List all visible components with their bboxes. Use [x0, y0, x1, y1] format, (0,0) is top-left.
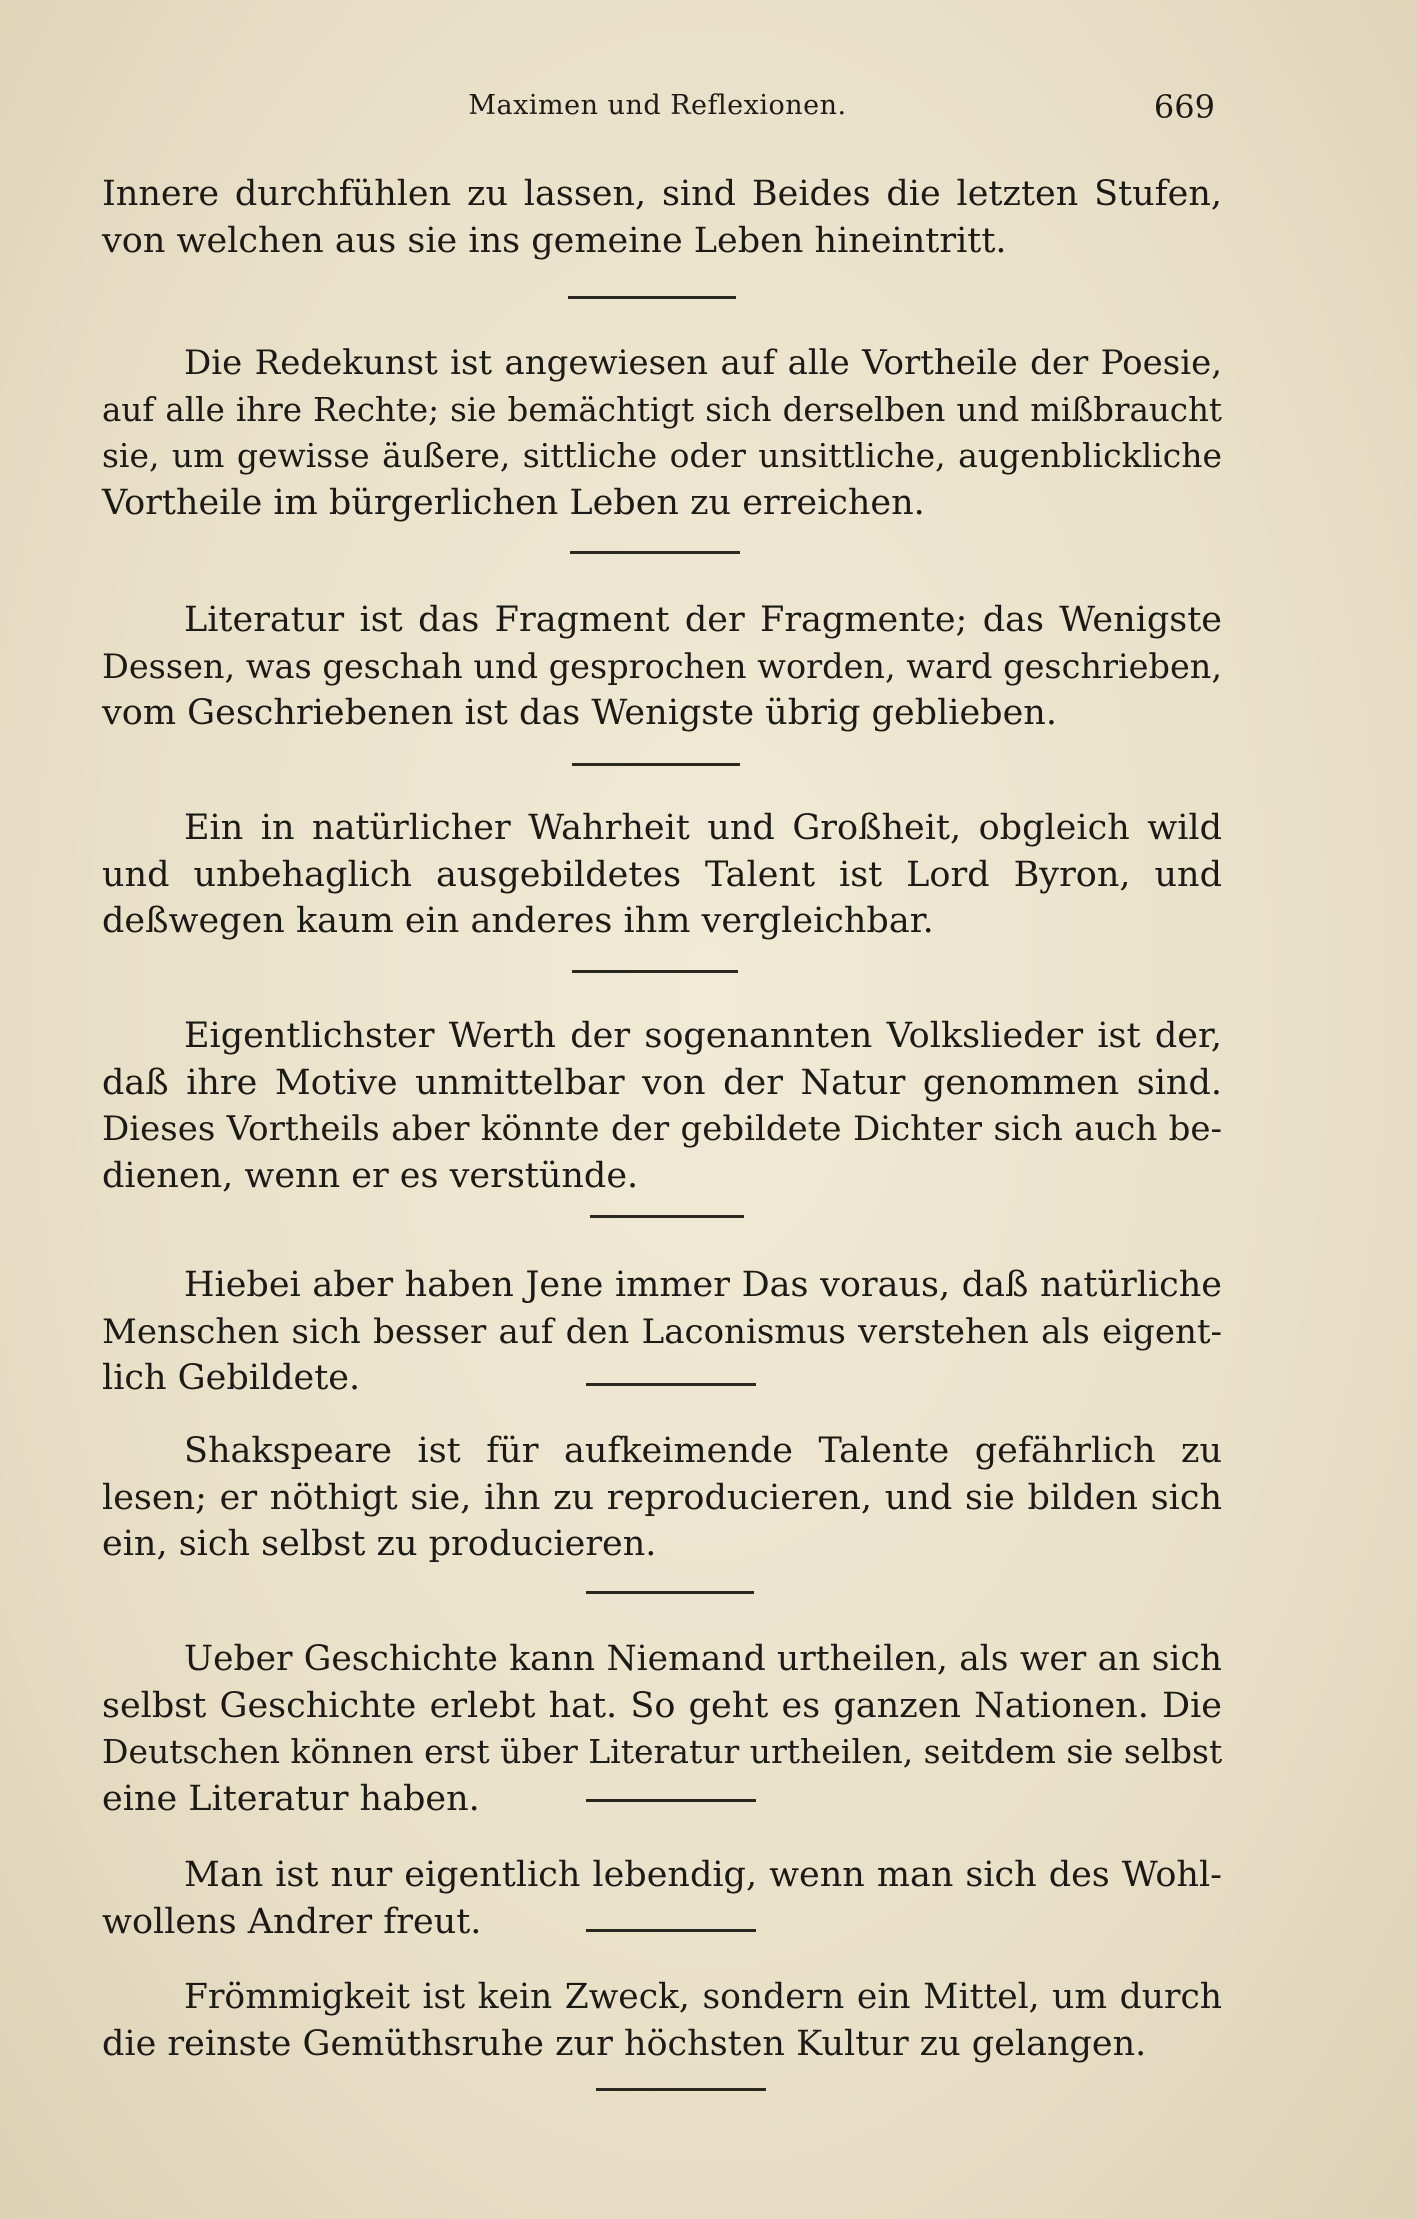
- text-line: sie, um gewisse äußere, sittliche oder unsittliche, augenblickliche: [102, 436, 1222, 475]
- section-divider: [590, 1215, 744, 1218]
- page-number: 669: [1153, 88, 1215, 126]
- page-header: [100, 88, 1215, 128]
- text-line: ein, sich selbst zu producieren.: [102, 1524, 657, 1564]
- section-divider: [570, 551, 740, 554]
- maxim-paragraph: [102, 597, 1222, 737]
- section-divider: [572, 763, 740, 766]
- text-line: daß ihre Motive unmittelbar von der Natur genommen sind.: [102, 1062, 1222, 1103]
- section-divider: [586, 1799, 756, 1802]
- text-line: deßwegen kaum ein anderes ihm vergleichbar.: [102, 901, 934, 941]
- text-line: Ueber Geschichte kann Niemand urtheilen, als wer an sich: [184, 1639, 1222, 1679]
- text-line: und unbehaglich ausgebildetes Talent ist Lord Byron, und: [102, 854, 1222, 895]
- maxim-paragraph: [102, 1974, 1222, 2067]
- text-line: wollens Andrer freut.: [102, 1901, 482, 1942]
- text-line: Ein in natürlicher Wahrheit und Großheit, obgleich wild: [184, 808, 1222, 848]
- section-divider: [596, 2088, 766, 2091]
- text-line: Frömmigkeit ist kein Zweck, sondern ein Mittel, um durch: [184, 1977, 1222, 2017]
- text-line: Man ist nur eigentlich lebendig, wenn man sich des Wohl-: [184, 1855, 1222, 1895]
- text-line: lesen; er nöthigt sie, ihn zu reproducieren, und sie bilden sich: [102, 1477, 1222, 1518]
- text-line: Hiebei aber haben Jene immer Das voraus, daß natürliche: [184, 1265, 1222, 1305]
- running-title: Maximen und Reflexionen.: [468, 90, 847, 121]
- maxim-paragraph: [102, 1262, 1222, 1402]
- text-line: vom Geschriebenen ist das Wenigste übrig geblieben.: [102, 693, 1057, 733]
- maxim-paragraph: [102, 1636, 1222, 1822]
- text-line: Die Redekunst ist angewiesen auf alle Vortheile der Poesie,: [184, 343, 1222, 383]
- text-line: selbst Geschichte erlebt hat. So geht es ganzen Nationen. Die: [102, 1685, 1222, 1726]
- text-line: dienen, wenn er es verstünde.: [102, 1155, 639, 1196]
- section-divider: [572, 970, 738, 973]
- text-line: Menschen sich besser auf den Laconismus verstehen als eigent-: [102, 1311, 1222, 1352]
- maxim-paragraph: [102, 805, 1222, 945]
- text-line: eine Literatur haben.: [102, 1778, 480, 1819]
- text-line: die reinste Gemüthsruhe zur höchsten Kultur zu gelangen.: [102, 2023, 1147, 2064]
- section-divider: [586, 1383, 756, 1386]
- paragraph-continuation: [102, 171, 1222, 264]
- text-line: auf alle ihre Rechte; sie bemächtigt sich derselben und mißbraucht: [102, 390, 1222, 429]
- section-divider: [568, 296, 736, 299]
- maxim-paragraph: [102, 1428, 1222, 1568]
- text-line: lich Gebildete.: [102, 1358, 361, 1398]
- text-line: Dieses Vortheils aber könnte der gebildete Dichter sich auch be-: [102, 1109, 1222, 1149]
- text-line: Literatur ist das Fragment der Fragmente; das Wenigste: [184, 600, 1222, 640]
- text-line: Innere durchfühlen zu lassen, sind Beides die letzten Stufen,: [102, 174, 1222, 214]
- section-divider: [586, 1929, 756, 1932]
- text-line: Eigentlichster Werth der sogenannten Volkslieder ist der,: [184, 1016, 1222, 1056]
- section-divider: [586, 1591, 754, 1594]
- maxim-paragraph: [102, 340, 1222, 526]
- text-line: Vortheile im bürgerlichen Leben zu erreichen.: [102, 482, 925, 523]
- maxim-paragraph: [102, 1013, 1222, 1199]
- text-line: Deutschen können erst über Literatur urtheilen, seitdem sie selbst: [102, 1732, 1223, 1771]
- text-line: Dessen, was geschah und gesprochen worden, ward geschrieben,: [102, 646, 1222, 686]
- text-line: von welchen aus sie ins gemeine Leben hineintritt.: [102, 220, 1007, 261]
- text-line: Shakspeare ist für aufkeimende Talente gefährlich zu: [184, 1431, 1222, 1471]
